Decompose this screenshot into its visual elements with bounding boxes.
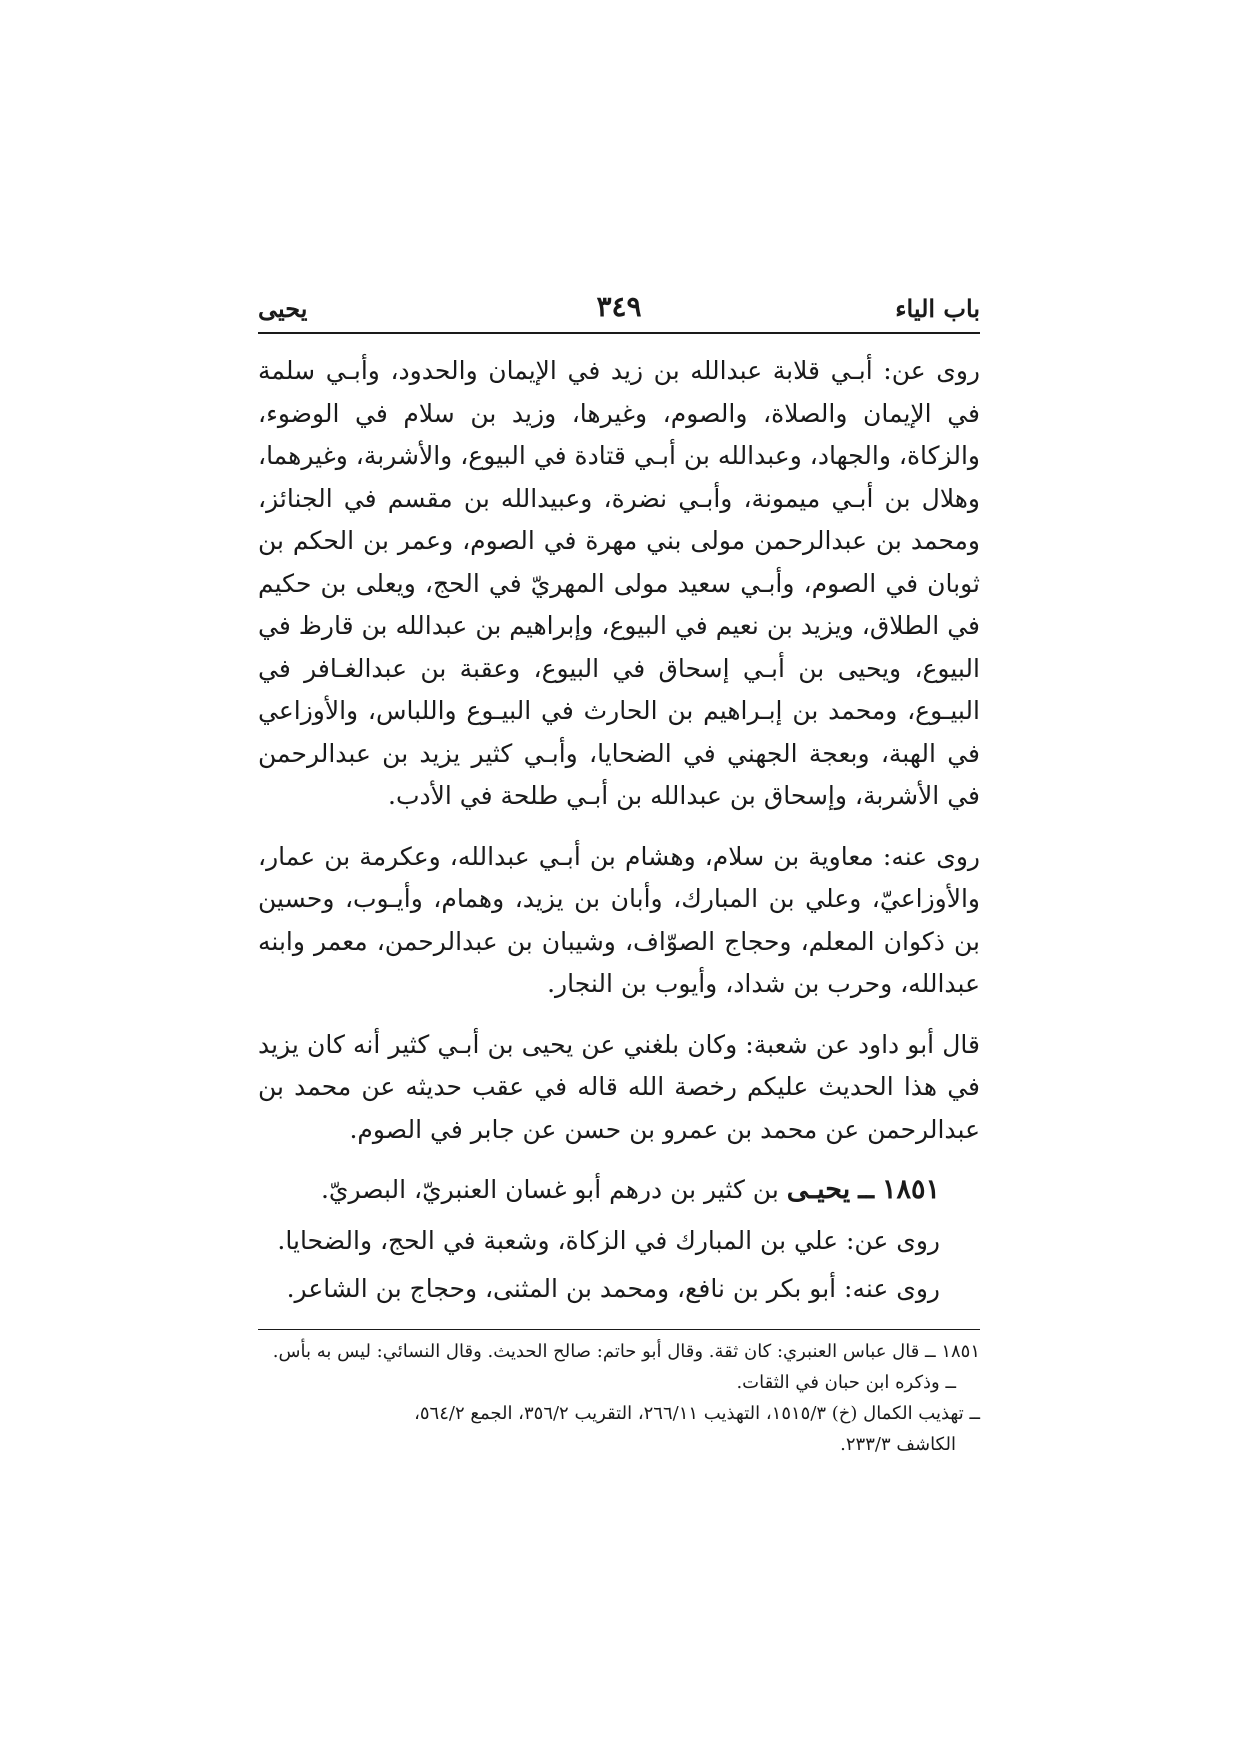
footnotes xyxy=(258,1329,980,1460)
book-page xyxy=(258,292,980,1460)
page-number: ٣٤٩ xyxy=(596,290,642,323)
entry-number: ١٨٥١ xyxy=(881,1174,940,1205)
paragraph-narrated-by: روى عنه: معاوية بن سلام، وهشام بن أبـي عبدالله، وعكرمة بن عمار، والأوزاعيّ، وعلي بن المبارك، وأبان بن يزيد، وهمام، وأيـوب، وحسين بن ذكوان المعلم، وحجاج الصوّاف، وشيبان بن عبدالرحمن، معمر وابنه عبدالله، وحرب بن شداد، وأيوب بن النجار. xyxy=(258,841,980,998)
entry-narrated-from: روى عن: علي بن المبارك في الزكاة، وشعبة في الحج، والضحايا. xyxy=(277,1225,940,1255)
footnote-line: ــ وذكره ابن حبان في الثقات. xyxy=(736,1371,956,1393)
page-header xyxy=(258,292,980,334)
footnote-line: ١٨٥١ ــ قال عباس العنبري: كان ثقة. وقال أبو حاتم: صالح الحديث. وقال النسائي: ليس به بأس. xyxy=(272,1340,980,1362)
footnote-line: الكاشف ٢٣٣/٣. xyxy=(840,1433,956,1455)
entry-name: يحيـى xyxy=(786,1174,851,1205)
footnote-line: ــ تهذيب الكمال (خ) ١٥١٥/٣، التهذيب ٢٦٦/١١، التقريب ٣٥٦/٢، الجمع ٥٦٤/٢، xyxy=(414,1402,980,1424)
entry-dash: ــ xyxy=(858,1174,875,1205)
paragraph-narrated-from: روى عن: أبـي قلابة عبدالله بن زيد في الإيمان والحدود، وأبـي سلمة في الإيمان والصلاة، والصوم، وغيرها، وزيد بن سلام في الوضوء، والزكاة، والجهاد، وعبدالله بن أبـي قتادة في البيوع، والأشربة، وغيرهما، وهلال بن أبـي ميمونة، وأبـي نضرة، وعبيدالله بن مقسم في الجنائز، ومحمد بن عبدالرحمن مولى بني مهرة في الصوم، وعمر بن الحكم بن ثوبان في الصوم، وأبـي سعيد مولى المهريّ في الحج، ويعلى بن حكيم في الطلاق، ويزيد بن نعيم في البيوع، وإبراهيم بن عبدالله بن قارظ في البيوع، ويحيى بن أبـي إسحاق في البيوع، وعقبة بن عبدالغـافر في البيـوع، ومحمد بن إبـراهيم بن الحارث في البيـوع واللباس، والأوزاعي في الهبة، وبعجة الجهني في الضحايا، وأبـي كثير يزيد بن عبدالرحمن في الأشربة، وإسحاق بن عبدالله بن أبـي طلحة في الأدب. xyxy=(258,356,980,810)
entry-heading xyxy=(258,1169,980,1212)
chapter-title: باب الياء xyxy=(895,294,980,323)
entry-rest: بن كثير بن درهم أبو غسان العنبريّ، البصريّ. xyxy=(320,1175,779,1204)
paragraph-abu-dawud: قال أبو داود عن شعبة: وكان بلغني عن يحيى بن أبـي كثير أنه كان يزيد في هذا الحديث عليكم رخصة الله قاله في عقب حديثه عن محمد بن عبدالرحمن عن محمد بن عمرو بن حسن عن جابر في الصوم. xyxy=(258,1029,980,1144)
entry-narrated-by: روى عنه: أبو بكر بن نافع، ومحمد بن المثنى، وحجاج بن الشاعر. xyxy=(286,1274,940,1303)
running-word: يحيى xyxy=(258,294,308,323)
